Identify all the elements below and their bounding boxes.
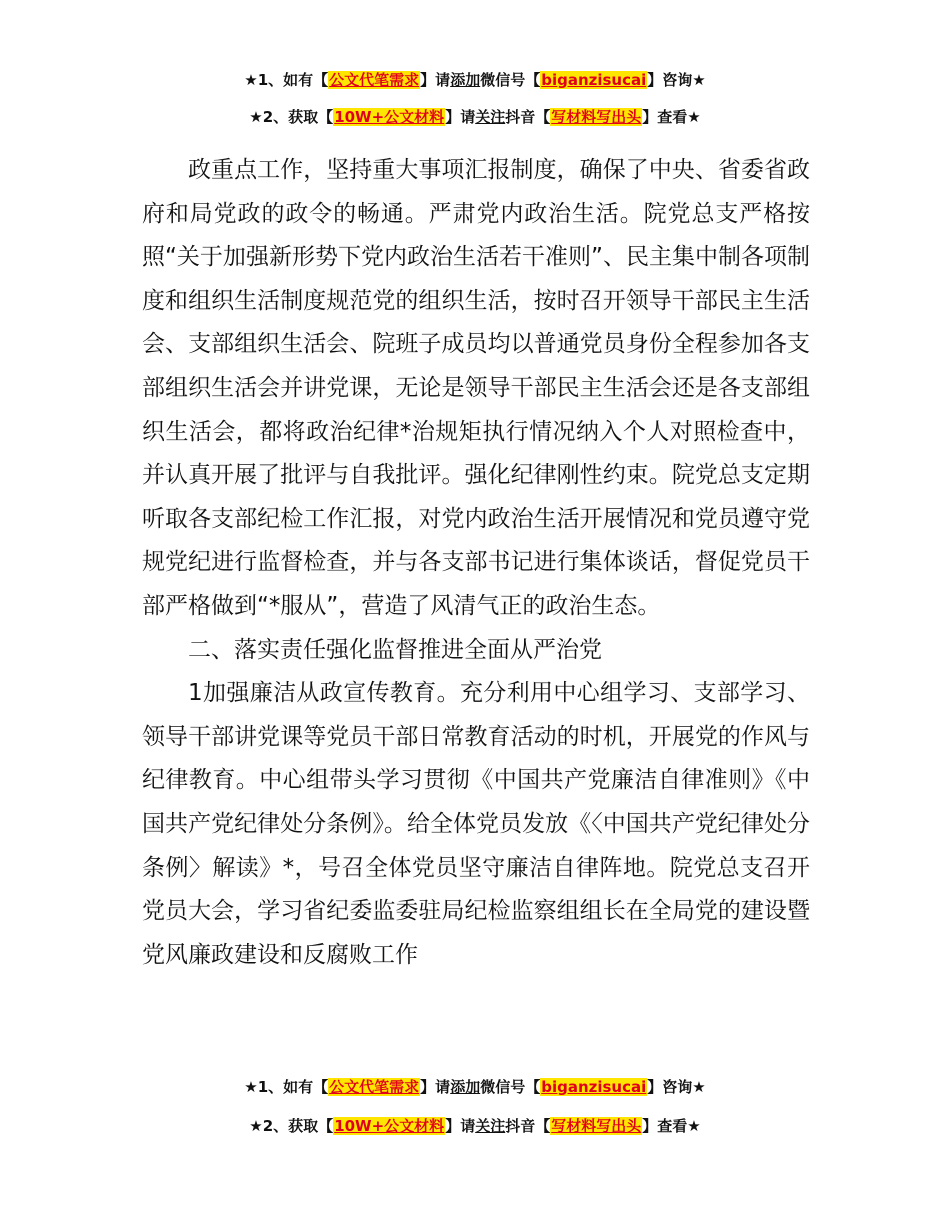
- banner-text: 】查看★: [642, 1117, 701, 1135]
- banner-text: ★1、如有【: [244, 1078, 329, 1096]
- document-body: [142, 149, 810, 977]
- section-heading: 二、落实责任强化监督推进全面从严治党: [188, 636, 602, 663]
- banner-text: 】咨询★: [647, 71, 706, 89]
- banner-text: 】请: [420, 71, 451, 89]
- wechat-id-highlight: biganzisucai: [541, 71, 647, 89]
- banner-text: 】咨询★: [647, 1078, 706, 1096]
- body-paragraph: 1加强廉洁从政宣传教育。充分利用中心组学习、支部学习、领导干部讲党课等党员干部日常教育活动的时机，开展党的作风与纪律教育。中心组带头学习贯彻《中国共产党廉洁自律准则》《中国共产党纪律处分条例》。给全体党员发放《〈中国共产党纪律处分条例〉解读》*，号召全体党员坚守廉洁自律阵地。院党总支召开党员大会，学习省纪委监委驻局纪检监察组组长在全局党的建设暨党风廉政建设和反腐败工作: [142, 680, 810, 968]
- banner-underlined-text: 添加: [450, 71, 481, 89]
- banner-text: 抖音【: [505, 1117, 551, 1135]
- banner-text: 抖音【: [505, 108, 551, 126]
- banner-underlined-text: 关注: [475, 1117, 506, 1135]
- banner-text: ★2、获取【: [249, 108, 334, 126]
- douyin-account-highlight: 写材料写出头: [551, 1117, 642, 1135]
- banner-underlined-text: 关注: [475, 108, 506, 126]
- wechat-id-highlight: biganzisucai: [541, 1078, 647, 1096]
- bottom-banner-line-1: [0, 1076, 950, 1098]
- body-paragraph: 政重点工作，坚持重大事项汇报制度，确保了中央、省委省政府和局党政的政令的畅通。严肃党内政治生活。院党总支严格按照“关于加强新形势下党内政治生活若干准则”、民主集中制各项制度和组织生活制度规范党的组织生活，按时召开领导干部民主生活会、支部组织生活会、院班子成员均以普通党员身份全程参加各支部组织生活会并讲党课，无论是领导干部民主生活会还是各支部组织生活会，都将政治纪律*治规矩执行情况纳入个人对照检查中，并认真开展了批评与自我批评。强化纪律刚性约束。院党总支定期听取各支部纪检工作汇报，对党内政治生活开展情况和党员遵守党规党纪进行监督检查，并与各支部书记进行集体谈话，督促党员干部严格做到“*服从”，营造了风清气正的政治生态。: [142, 157, 810, 619]
- douyin-account-highlight: 写材料写出头: [551, 108, 642, 126]
- service-highlight: 公文代笔需求: [329, 1078, 420, 1096]
- banner-text: 】请: [420, 1078, 451, 1096]
- materials-highlight: 10W+公文材料: [334, 1117, 445, 1135]
- banner-text: ★1、如有【: [244, 71, 329, 89]
- top-banner-line-2: [0, 106, 950, 128]
- bottom-banner-line-2: [0, 1115, 950, 1137]
- service-highlight: 公文代笔需求: [329, 71, 420, 89]
- materials-highlight: 10W+公文材料: [334, 108, 445, 126]
- banner-text: 】请: [445, 108, 476, 126]
- top-banner-line-1: [0, 69, 950, 91]
- banner-underlined-text: 添加: [450, 1078, 481, 1096]
- banner-text: 微信号【: [480, 1078, 541, 1096]
- banner-text: 】请: [445, 1117, 476, 1135]
- banner-text: 】查看★: [642, 108, 701, 126]
- banner-text: ★2、获取【: [249, 1117, 334, 1135]
- banner-text: 微信号【: [480, 71, 541, 89]
